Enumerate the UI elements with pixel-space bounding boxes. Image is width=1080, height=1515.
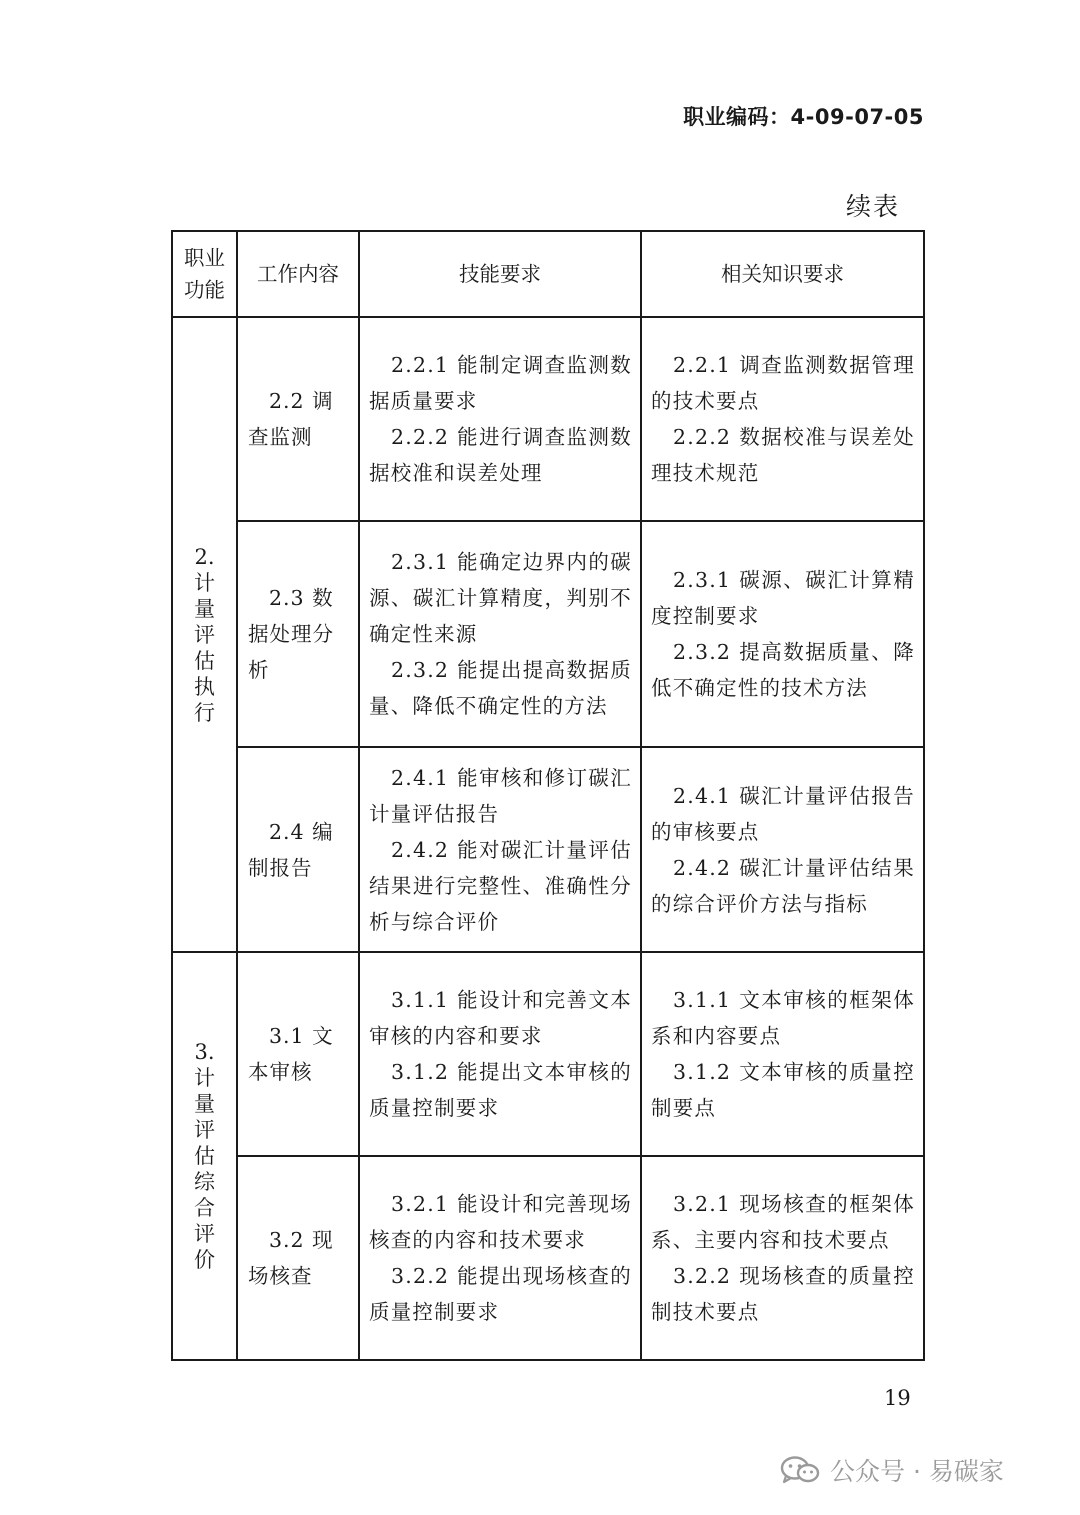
skill-cell	[359, 1156, 641, 1360]
knowledge-cell	[641, 747, 924, 952]
function-cell	[172, 317, 237, 952]
skill-item: 2.2.1 能制定调查监测数据质量要求	[369, 353, 632, 413]
work-content-label: 2.4 编制报告	[248, 819, 334, 880]
skill-item: 2.2.2 能进行调查监测数据校准和误差处理	[369, 425, 632, 485]
header-knowledge: 相关知识要求	[641, 231, 924, 317]
skill-item: 3.1.2 能提出文本审核的质量控制要求	[369, 1060, 632, 1120]
table-row	[172, 952, 924, 1156]
skill-cell	[359, 952, 641, 1156]
work-content-cell	[237, 317, 359, 521]
function-label: 2.计量评估执行	[194, 544, 215, 725]
knowledge-cell	[641, 952, 924, 1156]
occupation-code: 职业编码：4-09-07-05	[683, 105, 924, 129]
knowledge-cell	[641, 521, 924, 747]
skill-item: 3.1.1 能设计和完善文本审核的内容和要求	[369, 988, 632, 1048]
work-content-cell	[237, 521, 359, 747]
skill-requirements-table	[171, 230, 925, 1361]
work-content-label: 3.2 现场核查	[248, 1228, 334, 1288]
table-row	[172, 317, 924, 521]
table-row	[172, 747, 924, 952]
work-content-label: 2.2 调查监测	[248, 389, 334, 449]
table-row	[172, 521, 924, 747]
skill-item: 3.2.2 能提出现场核查的质量控制要求	[369, 1264, 632, 1324]
knowledge-item: 2.2.1 调查监测数据管理的技术要点	[651, 353, 915, 413]
function-cell	[172, 952, 237, 1360]
skill-item: 2.3.1 能确定边界内的碳源、碳汇计算精度，判别不确定性来源	[369, 550, 632, 646]
work-content-label: 3.1 文本审核	[248, 1024, 334, 1084]
work-content-cell	[237, 1156, 359, 1360]
skill-cell	[359, 747, 641, 952]
knowledge-cell	[641, 317, 924, 521]
knowledge-item: 3.2.1 现场核查的框架体系、主要内容和技术要点	[651, 1192, 915, 1252]
knowledge-item: 2.3.1 碳源、碳汇计算精度控制要求	[651, 568, 915, 628]
table-row	[172, 1156, 924, 1360]
knowledge-item: 2.4.2 碳汇计量评估结果的综合评价方法与指标	[651, 855, 915, 916]
header-skill: 技能要求	[359, 231, 641, 317]
function-label: 3.计量评估综合评价	[194, 1040, 215, 1272]
work-content-label: 2.3 数据处理分析	[248, 586, 334, 682]
watermark	[780, 1452, 1004, 1488]
knowledge-item: 2.4.1 碳汇计量评估报告的审核要点	[651, 783, 915, 844]
table-header-row	[172, 231, 924, 317]
continued-label: 续表	[845, 192, 900, 221]
header-work-content: 工作内容	[237, 231, 359, 317]
knowledge-item: 2.2.2 数据校准与误差处理技术规范	[651, 425, 915, 485]
watermark-text: 公众号 · 易碳家	[830, 1457, 1004, 1486]
work-content-cell	[237, 747, 359, 952]
wechat-icon	[780, 1456, 820, 1484]
skill-cell	[359, 317, 641, 521]
knowledge-item: 3.2.2 现场核查的质量控制技术要点	[651, 1264, 915, 1324]
skill-item: 3.2.1 能设计和完善现场核查的内容和技术要求	[369, 1192, 632, 1252]
knowledge-item: 2.3.2 提高数据质量、降低不确定性的技术方法	[651, 640, 915, 700]
knowledge-item: 3.1.2 文本审核的质量控制要点	[651, 1060, 915, 1120]
header-function: 职业功能	[172, 231, 237, 317]
skill-cell	[359, 521, 641, 747]
knowledge-item: 3.1.1 文本审核的框架体系和内容要点	[651, 988, 915, 1048]
skill-item: 2.4.1 能审核和修订碳汇计量评估报告	[369, 765, 632, 826]
work-content-cell	[237, 952, 359, 1156]
page-number: 19	[884, 1386, 911, 1410]
skill-item: 2.4.2 能对碳汇计量评估结果进行完整性、准确性分析与综合评价	[369, 837, 632, 934]
knowledge-cell	[641, 1156, 924, 1360]
skill-item: 2.3.2 能提出提高数据质量、降低不确定性的方法	[369, 658, 632, 718]
